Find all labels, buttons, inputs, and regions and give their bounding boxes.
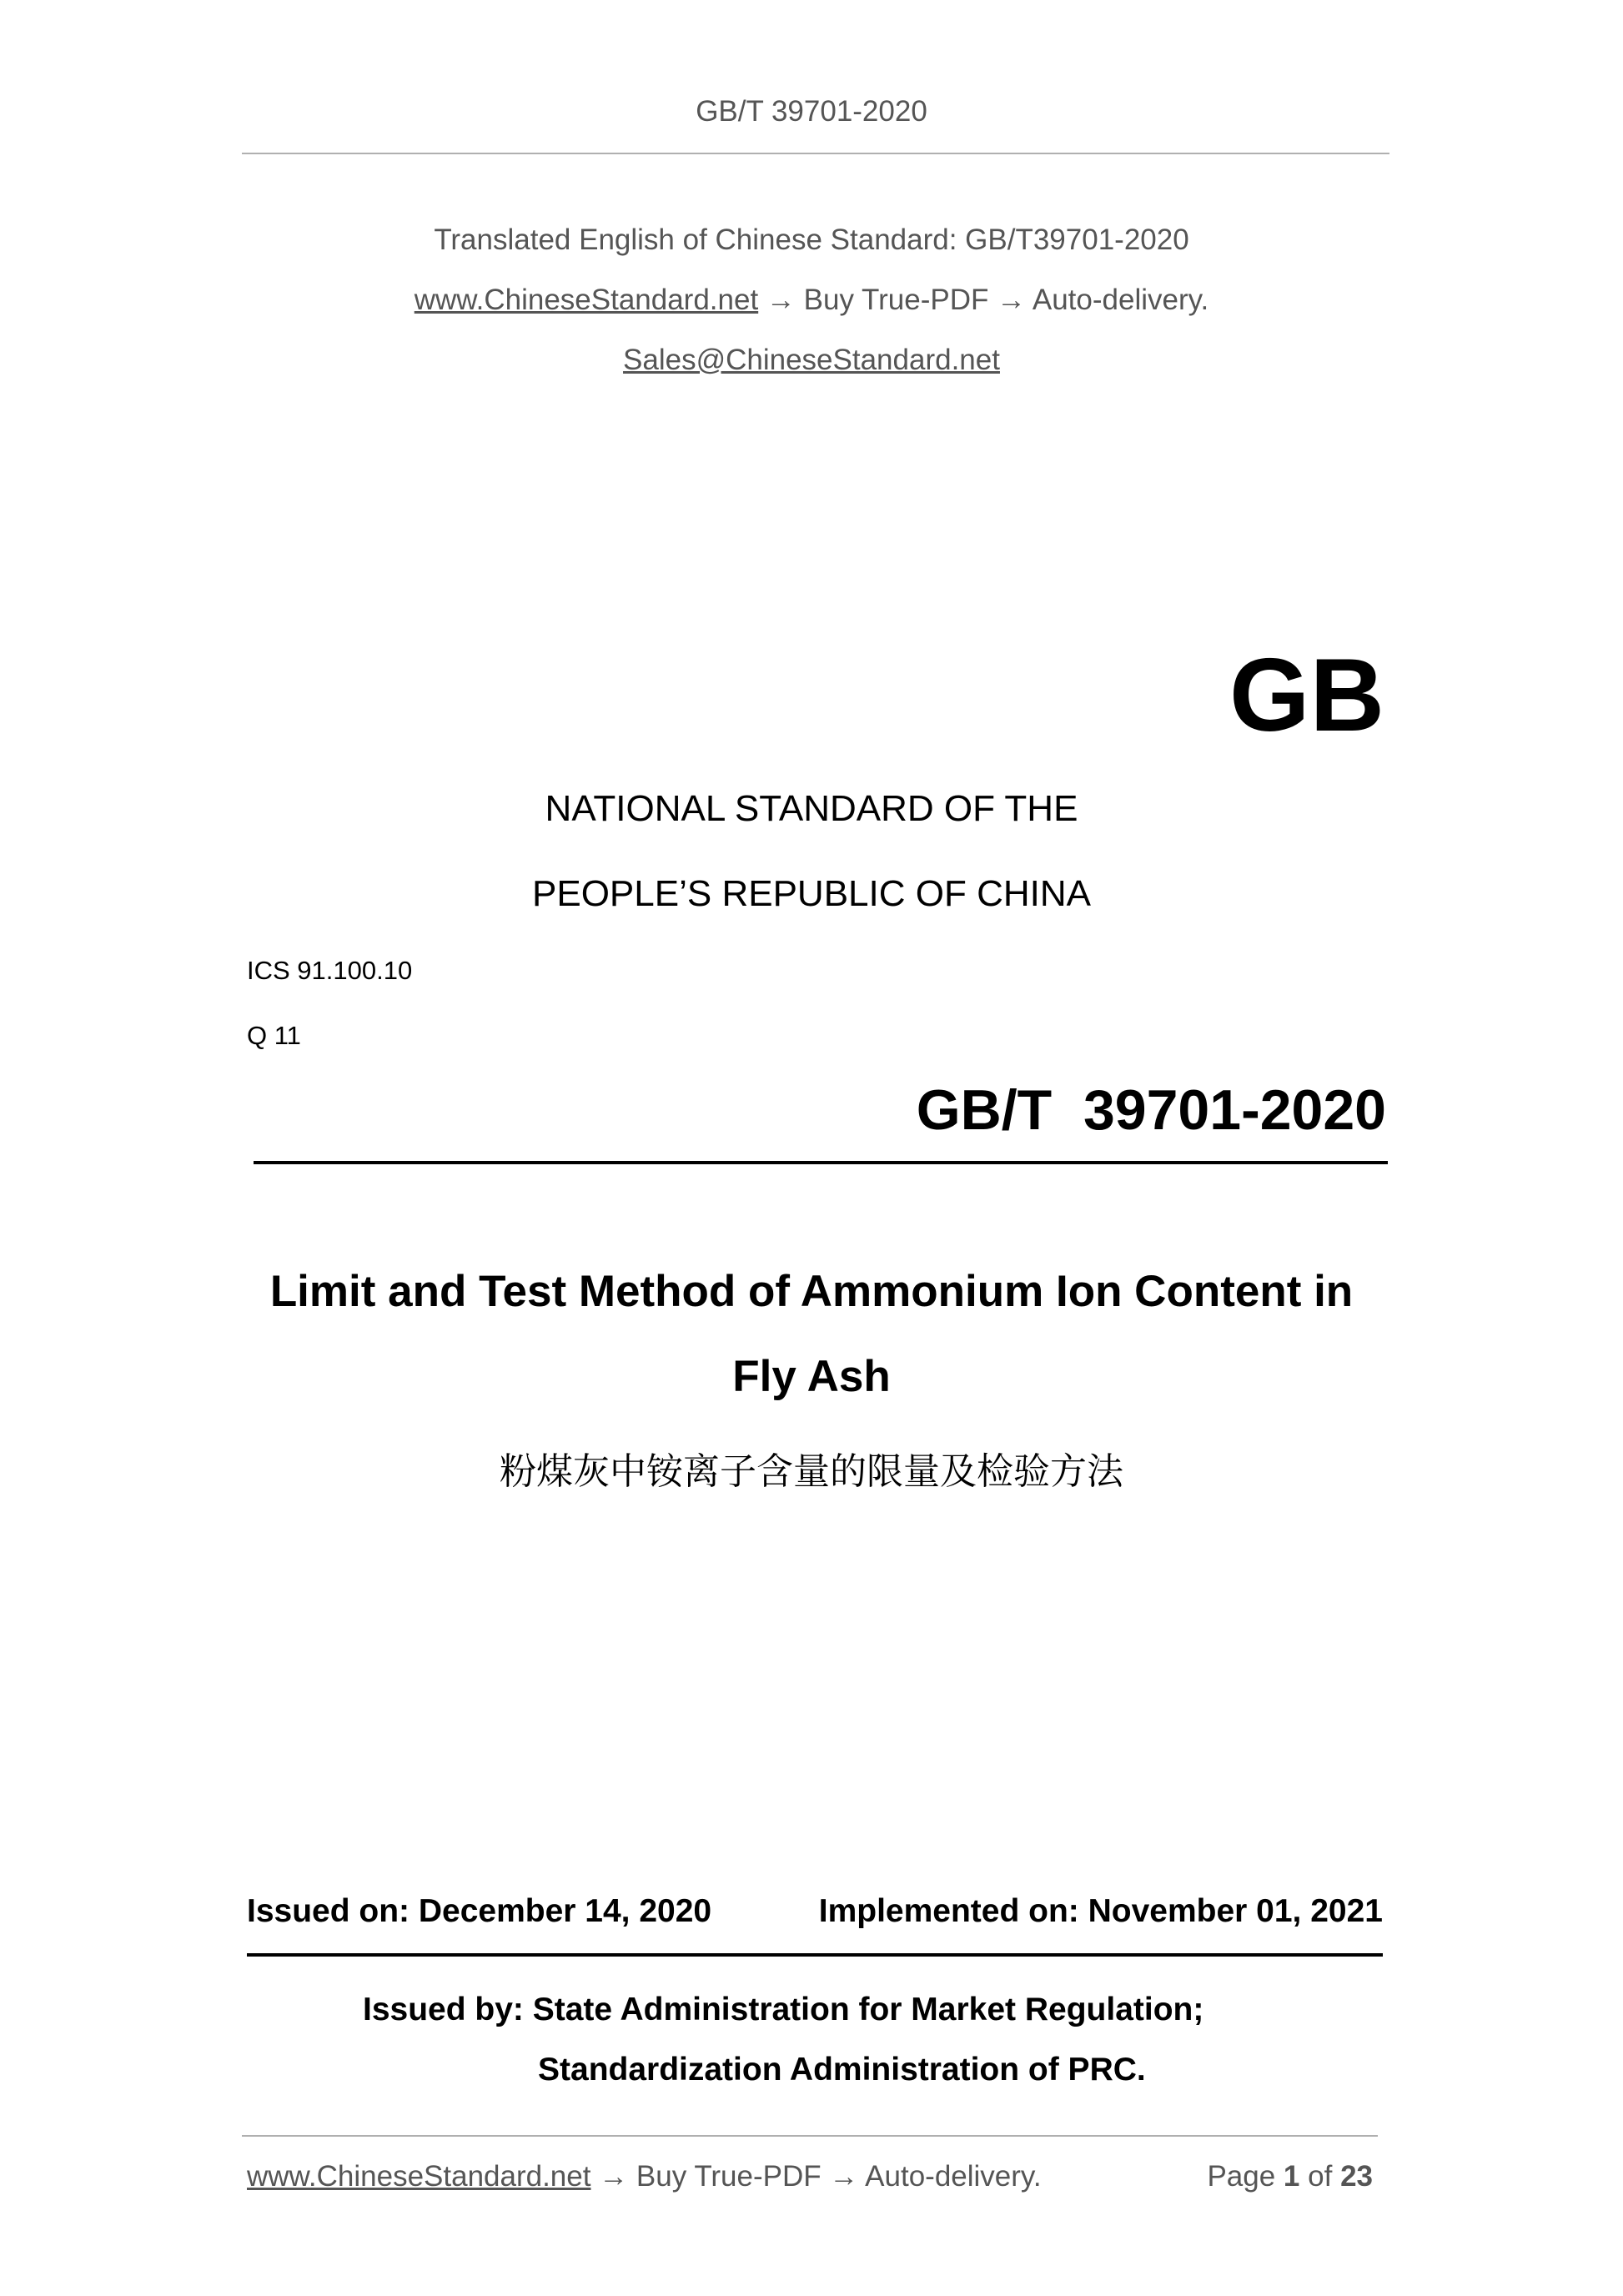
dates-rule [247, 1953, 1383, 1957]
ccs-code: Q 11 [247, 1021, 301, 1050]
title-english-line2: Fly Ash [732, 1352, 891, 1401]
footer-purchase-text [247, 2160, 1042, 2193]
issued-by-line2: Standardization Administration of PRC. [538, 2052, 1146, 2088]
of-label: of [1308, 2160, 1333, 2193]
ics-code: ICS 91.100.10 [247, 956, 413, 985]
email-banner [0, 344, 1623, 377]
title-chinese: 粉煤灰中铵离子含量的限量及检验方法 [500, 1450, 1123, 1493]
implemented-on-date: Implemented on: November 01, 2021 [818, 1893, 1383, 1929]
page-indicator [1207, 2160, 1373, 2193]
national-standard-line1: NATIONAL STANDARD OF THE [545, 788, 1078, 829]
total-pages: 23 [1340, 2160, 1373, 2193]
standard-number-rule [254, 1161, 1388, 1164]
national-standard-line2: PEOPLE’S REPUBLIC OF CHINA [532, 873, 1091, 914]
page-label: Page [1207, 2160, 1276, 2193]
issued-on-date: Issued on: December 14, 2020 [247, 1893, 712, 1929]
title-english-line1: Limit and Test Method of Ammonium Ion Content in [269, 1267, 1354, 1316]
footer-divider [242, 2135, 1378, 2137]
standard-number: GB/T 39701-2020 [916, 1078, 1386, 1142]
purchase-banner-text: → Buy True-PDF → Auto-delivery. [758, 284, 1209, 316]
running-header-title: GB/T 39701-2020 [696, 95, 927, 128]
footer-chinesestandard-link[interactable]: www.ChineseStandard.net [247, 2160, 591, 2193]
purchase-banner [0, 284, 1623, 317]
translation-banner: Translated English of Chinese Standard: GB/T39701-2020 [434, 224, 1189, 256]
gb-mark: GB [1229, 638, 1384, 753]
page-number: 1 [1283, 2160, 1300, 2193]
chinesestandard-link[interactable]: www.ChineseStandard.net [414, 284, 759, 316]
footer-purchase-rest: → Buy True-PDF → Auto-delivery. [590, 2160, 1042, 2193]
issued-by-line1: Issued by: State Administration for Market Regulation; [363, 1992, 1204, 2027]
sales-email-link[interactable]: Sales@ChineseStandard.net [623, 344, 1000, 376]
header-divider [242, 153, 1389, 154]
